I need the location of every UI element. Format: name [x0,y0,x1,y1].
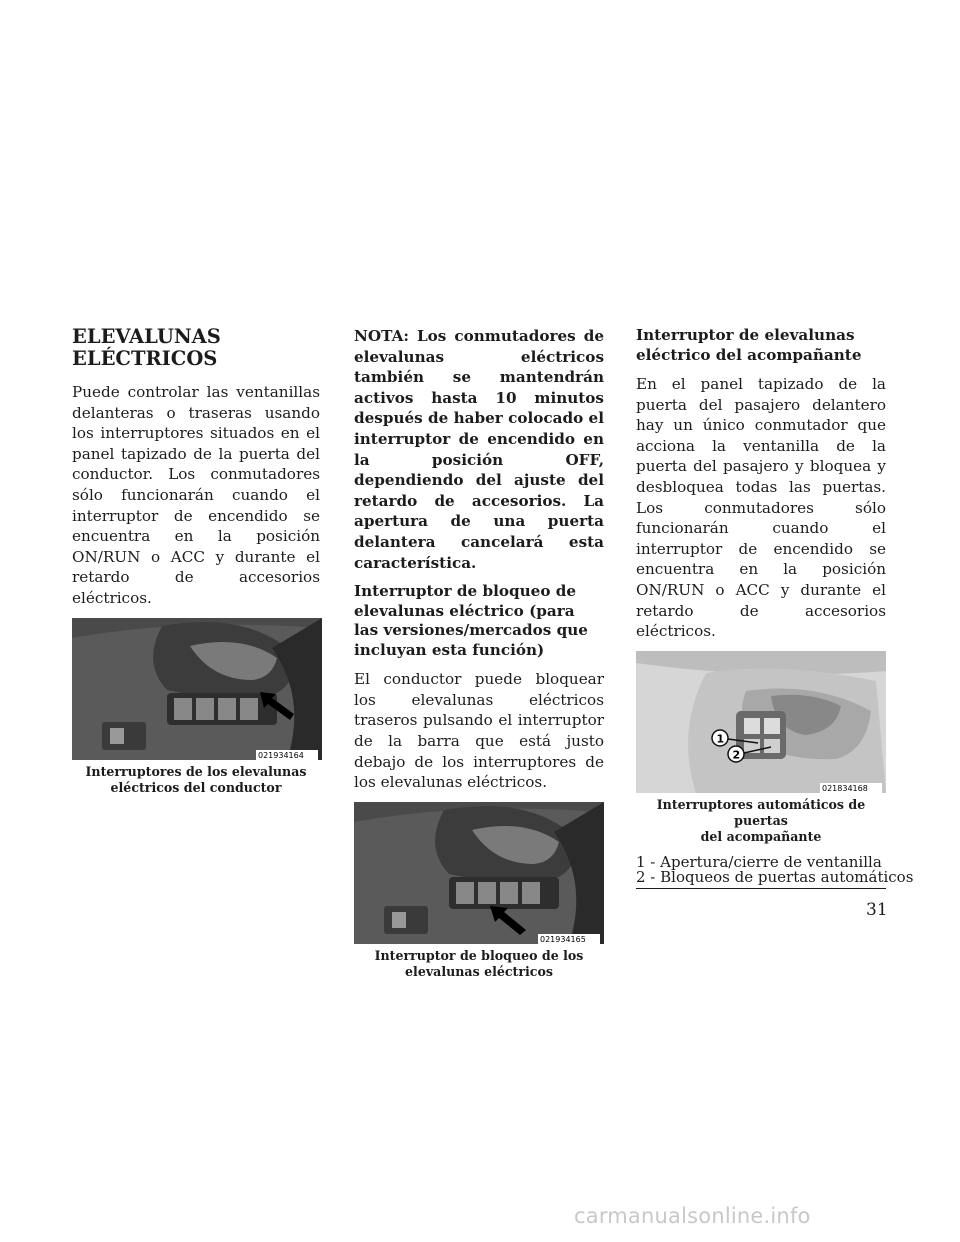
fig2-code: 021934165 [540,934,586,944]
section-title-line2: ELÉCTRICOS [72,347,218,370]
legend-item-1: 1 - Apertura/cierre de ventanilla [636,852,882,871]
lock-switch-body: El conductor puede bloquear los elevalunas eléctricos traseros pulsando el interruptor de la barra que está justo debajo de los interruptores de los elevalunas eléctricos. [354,670,604,792]
figure1-caption-line2: eléctricos del conductor [110,779,282,795]
passenger-door-switches-photo [636,651,886,793]
figure3-legend [636,852,914,889]
section-title-line1: ELEVALUNAS [72,325,221,348]
passenger-switch-heading: Interruptor de elevalunas eléctrico del acompañante [636,326,862,364]
passenger-switch-body: En el panel tapizado de la puerta del pasajero delantero hay un único conmutador que acciona la ventanilla de la puerta del pasajero y bloquea y desbloquea todas las puertas. Los conmutadores sólo funcionarán cuando el interruptor de encendido se encuentra en la posición ON/RUN o ACC y durante el retardo de accesorios eléctricos. [636,375,886,641]
figure1-caption [72,764,320,796]
figure3-caption [636,797,886,845]
note-paragraph: NOTA: Los conmutadores de elevalunas eléctricos también se mantendrán activos hasta 10 minutos después de haber colocado el interruptor de encendido en la posición OFF, dependiendo del ajuste del retardo de accesorios. La apertura de una puerta delantera cancelará esta característica. [354,327,604,572]
figure2-caption [354,948,604,980]
legend-item-2: 2 - Bloqueos de puertas automáticos [636,868,914,887]
figure2-caption-line1: Interruptor de bloqueo de los [374,947,584,963]
section-title [72,326,320,370]
column-right [636,326,914,889]
figure2-caption-line2: elevalunas eléctricos [405,963,553,979]
intro-paragraph: Puede controlar las ventanillas delanteras o traseras usando los interruptores situados en el panel tapizado de la puerta del conductor. Los conmutadores sólo funcionarán cuando el interruptor de encendido se encuentra en la posición ON/RUN o ACC y durante el retardo de accesorios eléctricos. [72,383,320,607]
fig3-code: 021834168 [822,783,868,793]
figure3-caption-line2: del acompañante [700,828,822,844]
callout-2-label: 2 [732,748,741,762]
figure3-caption-line1: Interruptores automáticos de puertas [656,796,866,828]
column-middle [354,326,604,980]
fig1-code: 021934164 [258,750,304,760]
lock-switch-heading: Interruptor de bloqueo de elevalunas eléctrico (para las versiones/mercados que incluyan esta función) [354,582,588,659]
callout-1-label: 1 [716,732,725,746]
page-number: 31 [866,900,888,920]
driver-window-switches-photo [72,618,322,760]
column-left [72,326,320,796]
watermark: carmanualsonline.info [574,1204,811,1228]
figure1-caption-line1: Interruptores de los elevalunas [85,763,307,779]
window-lock-switch-photo [354,802,604,944]
